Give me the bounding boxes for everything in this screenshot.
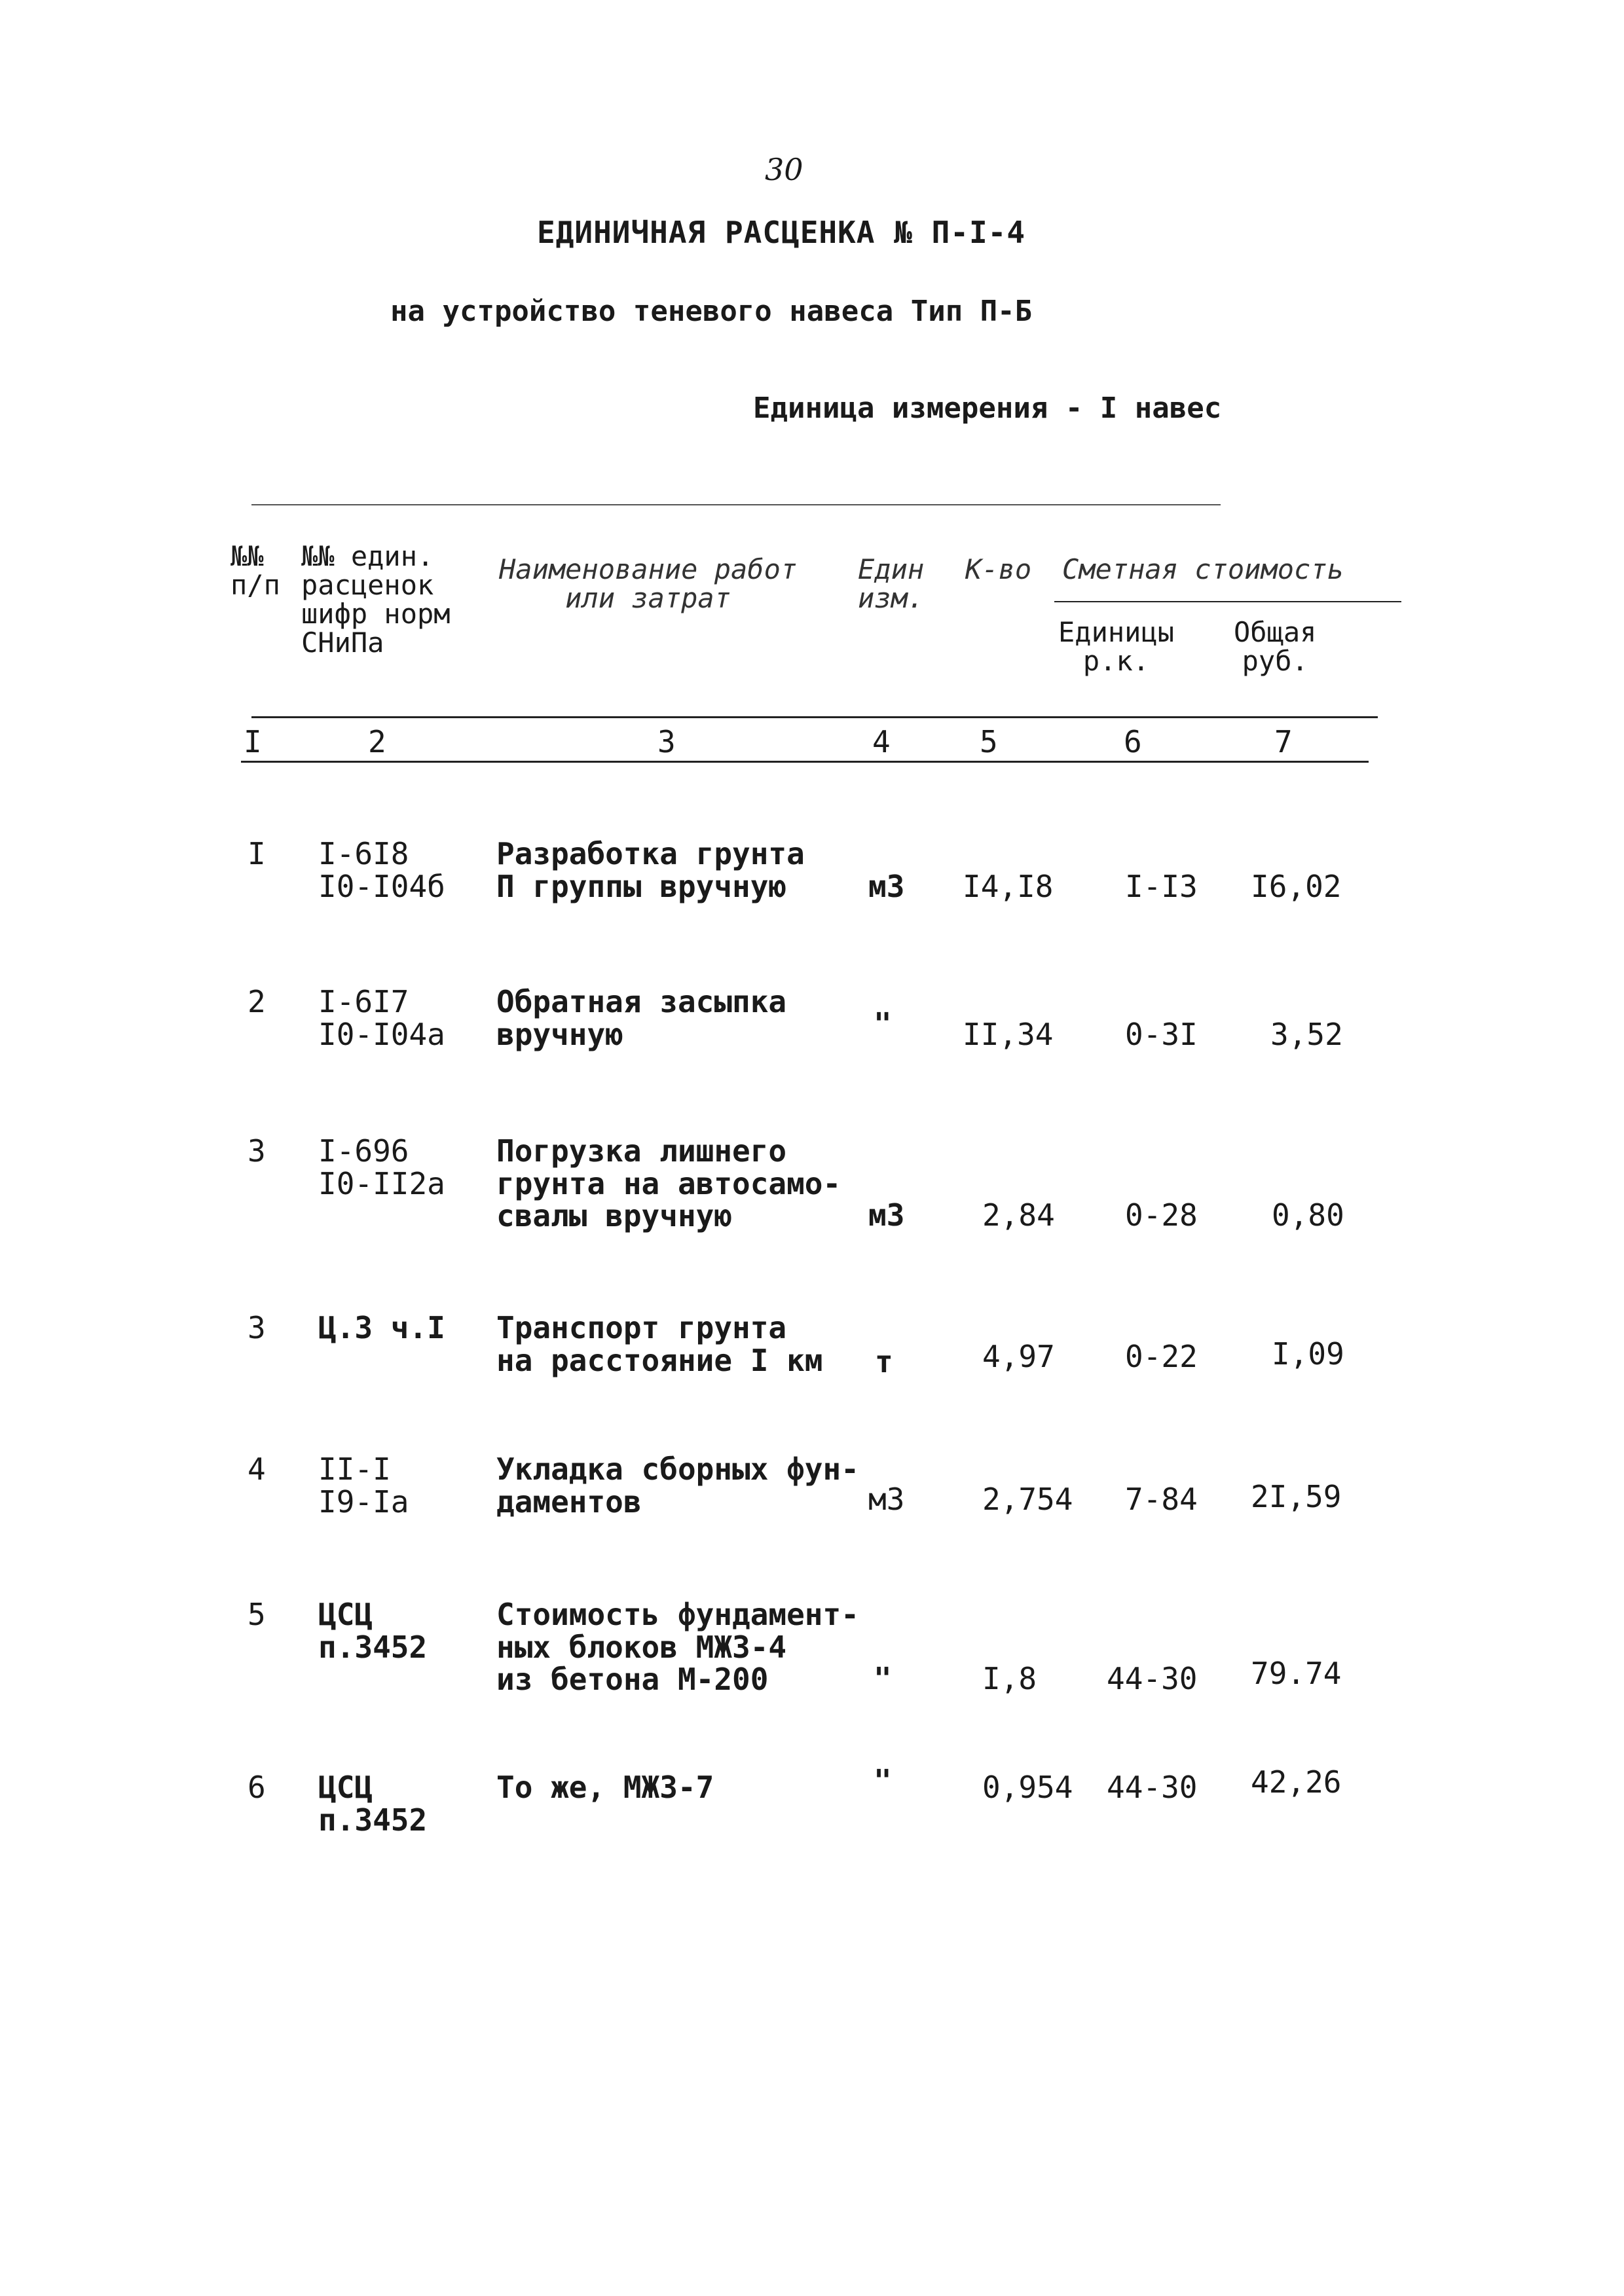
row-description: Транспорт грунта на расстояние I км [496,1310,823,1378]
row-code: I-6I8 I0-I04б [318,836,445,904]
row-unit-price: 44-30 [1107,1661,1198,1696]
row-number: 6 [248,1770,266,1805]
row-unit: " [874,1763,892,1798]
row-number: 3 [248,1310,266,1345]
row-quantity: 2,754 [982,1482,1073,1517]
subtitle: на устройство теневого навеса Тип П-Б [390,295,1033,328]
row-description: То же, МЖЗ-7 [496,1770,714,1805]
row-number: 3 [248,1133,266,1169]
row-quantity: 2,84 [982,1197,1055,1233]
row-unit: " [874,1006,892,1042]
row-quantity: 4,97 [982,1339,1055,1374]
column-number: 6 [1124,724,1142,759]
header-col2: №№ един. расценок шифр норм СНиПа [301,540,451,659]
row-total: 79.74 [1251,1656,1342,1691]
row-code: Ц.3 ч.I [318,1310,445,1345]
header-col4: Един изм. [858,553,925,615]
row-description: Погрузка лишнего грунта на автосамо- свалы вручную [496,1133,841,1234]
row-quantity: 0,954 [982,1770,1073,1805]
column-number: 2 [368,724,386,759]
header-bottom-rule [251,716,1378,718]
header-col1: №№ п/п [231,540,280,602]
row-unit-price: 7-84 [1125,1482,1198,1517]
row-unit: м3 [868,1197,905,1233]
page-number: 30 [765,152,803,187]
row-total: 42,26 [1251,1764,1342,1800]
row-unit-price: I-I3 [1125,869,1198,904]
row-total: 2I,59 [1251,1479,1342,1514]
row-unit-price: 0-22 [1125,1339,1198,1374]
row-number: I [248,836,266,871]
header-col6: Единицы р.к. [1058,616,1175,678]
row-code: I-696 I0-II2а [318,1133,445,1201]
row-description: Стоимость фундамент- ных блоков МЖЗ-4 из бетона М-200 [496,1597,859,1698]
row-unit: м3 [868,869,905,904]
row-description: Обратная засыпка вручную [496,984,787,1052]
row-description: Разработка грунта П группы вручную [496,836,805,904]
header-col3: Наименование работ или затрат [499,553,798,615]
row-unit-price: 0-3I [1125,1017,1198,1052]
header-group-cost: Сметная стоимость [1062,553,1344,585]
header-col5: К-во [965,553,1032,585]
row-code: ЦСЦ п.3452 [318,1770,428,1838]
column-number: 5 [980,724,998,759]
row-quantity: I4,I8 [963,869,1054,904]
table-top-rule [251,504,1221,505]
page-title: ЕДИНИЧНАЯ РАСЦЕНКА № П-I-4 [537,215,1026,250]
row-code: ЦСЦ п.3452 [318,1597,428,1665]
row-number: 2 [248,984,266,1019]
column-number: 7 [1274,724,1293,759]
row-unit-price: 0-28 [1125,1197,1198,1233]
row-number: 5 [248,1597,266,1632]
header-col7: Общая руб. [1234,616,1317,678]
row-unit-price: 44-30 [1107,1770,1198,1805]
unit-of-measure: Единица измерения - I навес [753,392,1222,425]
row-code: I-6I7 I0-I04а [318,984,445,1052]
column-number: 3 [657,724,676,759]
row-total: I6,02 [1251,869,1342,904]
row-total: 0,80 [1272,1197,1344,1233]
row-total: 3,52 [1270,1017,1343,1052]
column-number: I [244,724,262,759]
row-quantity: I,8 [982,1661,1037,1696]
row-description: Укладка сборных фун- даментов [496,1451,859,1520]
row-number: 4 [248,1451,266,1487]
row-code: II-I I9-Iа [318,1451,409,1520]
row-unit: м3 [868,1482,905,1517]
column-number: 4 [872,724,891,759]
row-total: I,09 [1272,1336,1344,1372]
column-numbers-rule [241,761,1369,763]
group-header-rule [1054,601,1401,602]
row-unit: т [875,1344,893,1379]
row-unit: " [874,1661,892,1696]
row-quantity: II,34 [963,1017,1054,1052]
